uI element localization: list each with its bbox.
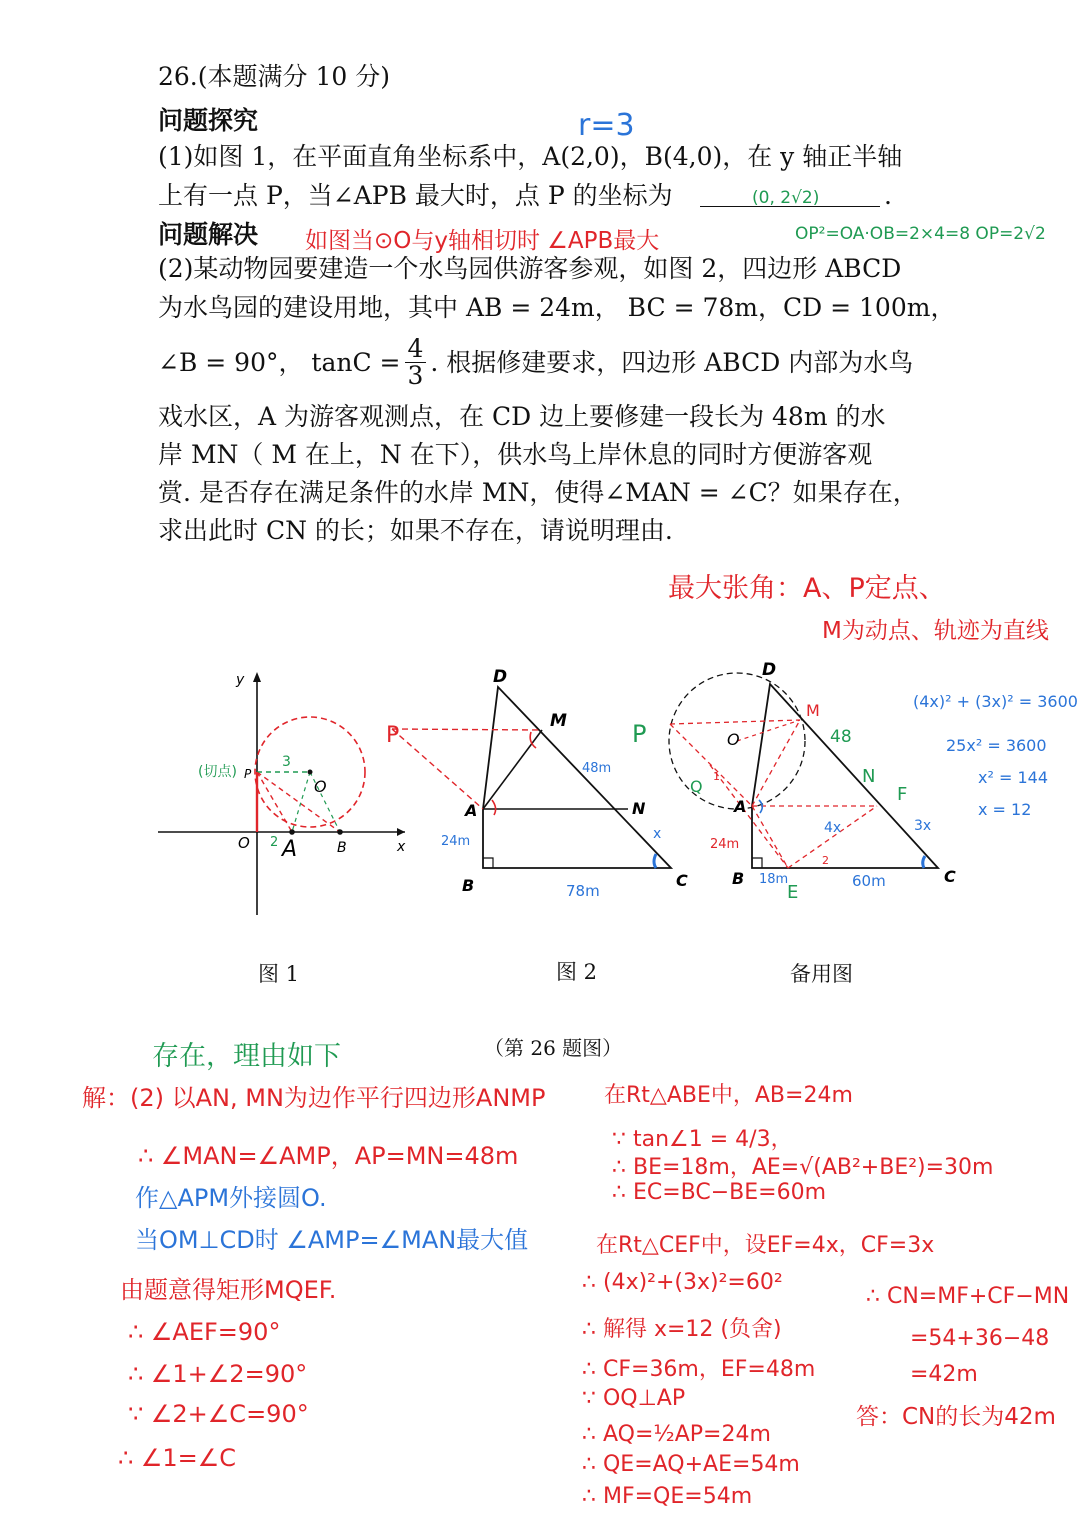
fig1-center-o [308, 770, 313, 775]
solution-right-5: 在Rt△CEF中，设EF=4x，CF=3x [596, 1233, 935, 1258]
solution-right-9: ∵ OQ⊥AP [582, 1386, 686, 1411]
part2-line7: 求出此时 CN 的长；如果不存在，请说明理由. [158, 516, 673, 545]
fig3-label-mn-length: 48 [830, 727, 852, 747]
fig3-label-o: O [727, 730, 740, 749]
fig2-label-m: M [550, 711, 567, 731]
tangent-note: 如图当⊙O与y轴相切时 ∠APB最大 [305, 228, 660, 254]
solution-right-12: ∴ MF=QE=54m [582, 1484, 753, 1509]
tan-denominator: 3 [407, 361, 424, 391]
tan-numerator: 4 [405, 336, 427, 363]
cn-calc-3: =42m [910, 1362, 978, 1387]
problem-header: 26.(本题满分 10 分) [158, 62, 390, 91]
part1-line2: 上有一点 P，当∠APB 最大时，点 P 的坐标为 [158, 181, 673, 210]
fig3-label-q: Q [690, 777, 703, 796]
solution-left-9: ∴ ∠1=∠C [118, 1444, 237, 1472]
solution-right-4: ∴ EC=BC−BE=60m [612, 1180, 827, 1205]
eq-line-3: x² = 144 [978, 768, 1048, 787]
fig1-pa-line [257, 772, 292, 832]
fig2-label-p: P [386, 723, 400, 748]
part2-line6: 赏. 是否存在满足条件的水岸 MN，使得∠MAN = ∠C？如果存在， [158, 478, 918, 507]
fig1-pb-line [257, 772, 340, 832]
x-axis-arrow-icon [397, 828, 405, 836]
fig3-label-angle2: 2 [822, 854, 829, 867]
section-title-explore: 问题探究 [158, 106, 259, 135]
requirement-text: . 根据修建要求，四边形 ABCD 内部为水鸟 [430, 348, 914, 378]
fig3-ef-line [788, 806, 877, 868]
fig2-label-a: A [465, 801, 478, 820]
fig2-label-x: x [653, 826, 662, 842]
solution-right-10: ∴ AQ=½AP=24m [582, 1422, 771, 1447]
y-axis-arrow-icon [253, 672, 261, 682]
fig1-oa-line [292, 772, 310, 832]
radius-note: r=3 [578, 108, 635, 143]
fig3-om-line [737, 720, 800, 741]
part2-line1: (2)某动物园要建造一个水鸟园供游客参观，如图 2，四边形 ABCD [158, 254, 902, 283]
fig1-label-2: 2 [270, 835, 279, 850]
figure-2 [386, 667, 688, 900]
fig2-label-c: C [676, 871, 688, 890]
fig3-label-4x: 4x [824, 820, 842, 836]
solution-right-11: ∴ QE=AQ+AE=54m [582, 1452, 800, 1477]
fig3-label-a: A [734, 797, 747, 816]
fig3-label-c: C [944, 867, 956, 886]
solution-right-6: ∴ (4x)²+(3x)²=60² [582, 1270, 783, 1295]
fig1-label-a: A [282, 837, 298, 862]
fig1-label-r3: 3 [282, 754, 291, 770]
solution-left-3: 作△APM外接圆O. [135, 1184, 327, 1212]
fig3-label-d: D [762, 660, 777, 680]
eq-line-4: x = 12 [978, 800, 1032, 819]
fig2-label-d: D [493, 667, 508, 687]
fig3-label-b: B [732, 869, 745, 888]
solution-left-1: 解：(2) 以AN, MN为边作平行四边形ANMP [82, 1084, 546, 1112]
caption-fig3: 备用图 [790, 962, 853, 986]
fig3-qe-line [710, 765, 788, 868]
solution-left-8: ∵ ∠2+∠C=90° [128, 1400, 309, 1428]
fig1-label-circle-o: O [314, 777, 327, 796]
fig3-angle-a-mark [759, 800, 762, 813]
tan-text: ∠B = 90°， tanC = [158, 348, 401, 378]
fig3-ae-line [752, 806, 788, 868]
exists-note: 存在，理由如下 [152, 1041, 341, 1072]
figure-1 [158, 672, 406, 915]
fig2-label-ab-length: 24m [441, 834, 471, 849]
section-title-solve: 问题解决 [158, 220, 259, 249]
fig3-right-angle-b [752, 858, 762, 868]
cn-calc-1: ∴ CN=MF+CF−MN [866, 1284, 1070, 1309]
solution-left-4: 当OM⊥CD时 ∠AMP=∠MAN最大值 [135, 1226, 529, 1254]
solution-left-7: ∴ ∠1+∠2=90° [128, 1360, 308, 1388]
max-angle-note-2: M为动点、轨迹为直线 [822, 618, 1049, 644]
final-answer: 答：CN的长为42m [856, 1404, 1056, 1430]
fig3-pm-line [670, 720, 800, 724]
fig3-label-e: E [787, 882, 799, 903]
cn-calc-2: =54+36−48 [910, 1326, 1050, 1351]
answer-blank-value: (0, 2√2) [752, 188, 820, 208]
part2-line4: 戏水区，A 为游客观测点，在 CD 边上要修建一段长为 48m 的水 [158, 402, 886, 431]
solution-right-8: ∴ CF=36m，EF=48m [582, 1357, 816, 1382]
blank-period: . [884, 181, 892, 210]
fig1-label-p: P [244, 767, 252, 781]
caption-figure-set: （第 26 题图） [484, 1036, 623, 1060]
fig2-right-angle-b [483, 858, 493, 868]
solution-right-3: ∴ BE=18m，AE=√(AB²+BE²)=30m [612, 1155, 994, 1180]
solution-left-2: ∴ ∠MAN=∠AMP，AP=MN=48m [138, 1142, 519, 1170]
fig3-label-p: P [632, 720, 647, 748]
fig3-label-be-length: 18m [759, 872, 789, 887]
part1-line1: (1)如图 1，在平面直角坐标系中，A(2,0)，B(4,0)，在 y 轴正半轴 [158, 142, 903, 171]
fig1-point-b [337, 829, 343, 835]
fig1-label-b: B [337, 840, 347, 856]
caption-fig1: 图 1 [258, 962, 300, 986]
fig1-label-y: y [236, 672, 245, 688]
solution-right-2: ∵ tan∠1 = 4/3， [612, 1127, 793, 1152]
fig3-label-m: M [806, 701, 820, 720]
fig3-label-ec-length: 60m [852, 872, 886, 890]
fig2-label-mn-length: 48m [582, 761, 612, 776]
fig1-label-x: x [397, 839, 406, 855]
fig3-label-n: N [862, 766, 876, 787]
fig2-quadrilateral [483, 687, 671, 868]
caption-fig2: 图 2 [556, 960, 598, 984]
part2-line2: 为水鸟园的建设用地，其中 AB = 24m， BC = 78m，CD = 100m， [158, 293, 956, 322]
part2-line5: 岸 MN（ M 在上，N 在下），供水鸟上岸休息的同时方便游客观 [158, 440, 873, 469]
fig3-label-f: F [897, 784, 908, 805]
op-calculation: OP²=OA·OB=2×4=8 OP=2√2 [795, 224, 1046, 244]
fig3-label-3x: 3x [914, 818, 932, 834]
fig1-label-tangent-point: (切点) [198, 764, 237, 780]
eq-line-2: 25x² = 3600 [946, 736, 1047, 755]
fig2-angle-a-mark [492, 800, 496, 815]
fig2-label-bc-length: 78m [566, 882, 600, 900]
max-angle-note-1: 最大张角：A、P定点、 [668, 573, 946, 604]
solution-right-7: ∴ 解得 x=12 (负舍) [582, 1317, 782, 1342]
fig2-pa-line [392, 729, 483, 809]
fig3-pa-line [670, 724, 752, 806]
fig2-pm-line [392, 729, 542, 730]
fig3-quadrilateral [752, 684, 938, 868]
solution-right-1: 在Rt△ABE中，AB=24m [604, 1083, 853, 1108]
figure-3 [632, 660, 956, 903]
solution-left-6: ∴ ∠AEF=90° [128, 1318, 281, 1346]
solution-left-5: 由题意得矩形MQEF. [120, 1276, 337, 1304]
fig3-label-angle1: 1 [713, 770, 720, 783]
eq-line-1: (4x)² + (3x)² = 3600 [913, 692, 1078, 711]
fig3-label-ab-length: 24m [710, 837, 740, 852]
fig2-label-b: B [462, 876, 475, 895]
fig2-label-n: N [632, 799, 646, 818]
fig2-angle-c-mark [654, 854, 656, 868]
fig3-angle-c-mark [923, 856, 925, 868]
fig1-label-origin: O [238, 834, 250, 852]
fig1-point-a [289, 829, 295, 835]
